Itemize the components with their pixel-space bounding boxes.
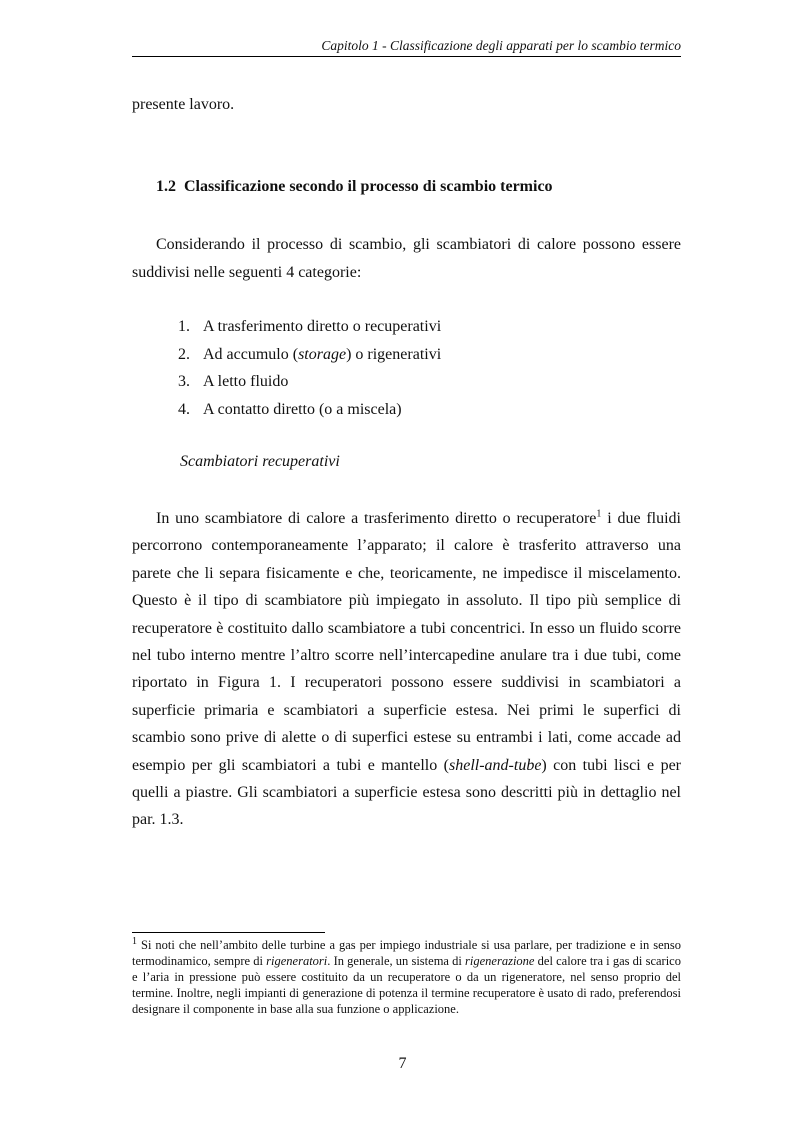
footnote-reference: 1 — [596, 508, 602, 520]
footnote-divider — [132, 932, 325, 933]
list-item-number: 3. — [178, 373, 190, 390]
section-heading — [156, 178, 553, 196]
list-item-number: 1. — [178, 318, 190, 335]
page-number: 7 — [398, 1055, 407, 1072]
subheading: Scambiatori recuperativi — [180, 453, 340, 470]
intro-continuation: presente lavoro. — [132, 96, 235, 113]
running-header: Capitolo 1 - Classificazione degli apparati per lo scambio termico — [321, 38, 681, 53]
list-item-number: 2. — [178, 345, 190, 363]
section-title: Classificazione secondo il processo di scambio termico — [184, 178, 553, 195]
list-item — [178, 341, 441, 369]
list-item-italic: storage — [298, 345, 347, 363]
list-item-text: A contatto diretto (o a miscela) — [203, 400, 402, 418]
footnote-italic: rigeneratori — [266, 954, 328, 968]
footnote-italic: rigenerazione — [465, 954, 535, 968]
list-item-text: A trasferimento diretto o recuperativi — [203, 318, 442, 335]
paragraph-text: ) con tubi lisci e per quelli a piastre. Gli scambiatori a superficie estesa sono descritti più in dettaglio nel par. 1.3. — [132, 756, 682, 829]
footnote-text: Si noti che nell’ambito delle turbine a gas per impiego industriale si usa parlare, per tradizione e in senso termodinamico, sempre di — [132, 938, 681, 968]
footnote-text: del calore tra i gas di scarico e l’aria in pressione può essere costituito da un recuperatore o da un rigeneratore, nel senso proprio del termine. Inoltre, negli impianti di generazione di potenza il termine recuperatore è usato di rado, preferendosi designare il componente in base alla sua funzione o applicazione. — [132, 954, 681, 1016]
footnote — [132, 937, 681, 1017]
paragraph-italic: shell-and-tube — [449, 756, 542, 774]
paragraph-text: i due fluidi percorrono contemporaneamente l’apparato; il calore è trasferito attraverso una parete che li separa fisicamente e che, teoricamente, ne impedisce il miscelamento. Questo è il tipo di scambiatore più impiegato in assoluto. Il tipo più semplice di recuperatore è costituito dallo scambiatore a tubi concentrici. In esso un fluido scorre nel tubo interno mentre l’altro scorre nell’intercapedine anulare tra i due tubi, come riportato in Figura 1. I recuperatori possono essere suddivisi in scambiatori a superficie primaria e scambiatori a superficie estesa. Nei primi le superfici di scambio sono prive di alette o di superfici estese su entrambi i lati, come accade ad esempio per gli scambiatori a tubi e mantello ( — [132, 510, 682, 774]
header-divider — [132, 56, 681, 57]
list-item-text: ) o rigenerativi — [346, 345, 442, 363]
list-item-text: A letto fluido — [203, 373, 289, 390]
footnote-text: . In generale, un sistema di — [327, 954, 466, 968]
paragraph-recuperators — [132, 505, 681, 834]
list-item-text: Ad accumulo ( — [203, 345, 299, 363]
paragraph-categories-intro: Considerando il processo di scambio, gli scambiatori di calore possono essere suddivisi nelle seguenti 4 categorie: — [132, 236, 681, 281]
section-number: 1.2 — [156, 178, 176, 195]
categories-list — [178, 313, 441, 423]
list-item — [178, 368, 441, 396]
paragraph-text: In uno scambiatore di calore a trasferimento diretto o recuperatore — [156, 510, 597, 527]
list-item — [178, 313, 441, 341]
list-item-number: 4. — [178, 400, 190, 418]
footnote-marker: 1 — [132, 935, 137, 947]
list-item — [178, 396, 441, 424]
